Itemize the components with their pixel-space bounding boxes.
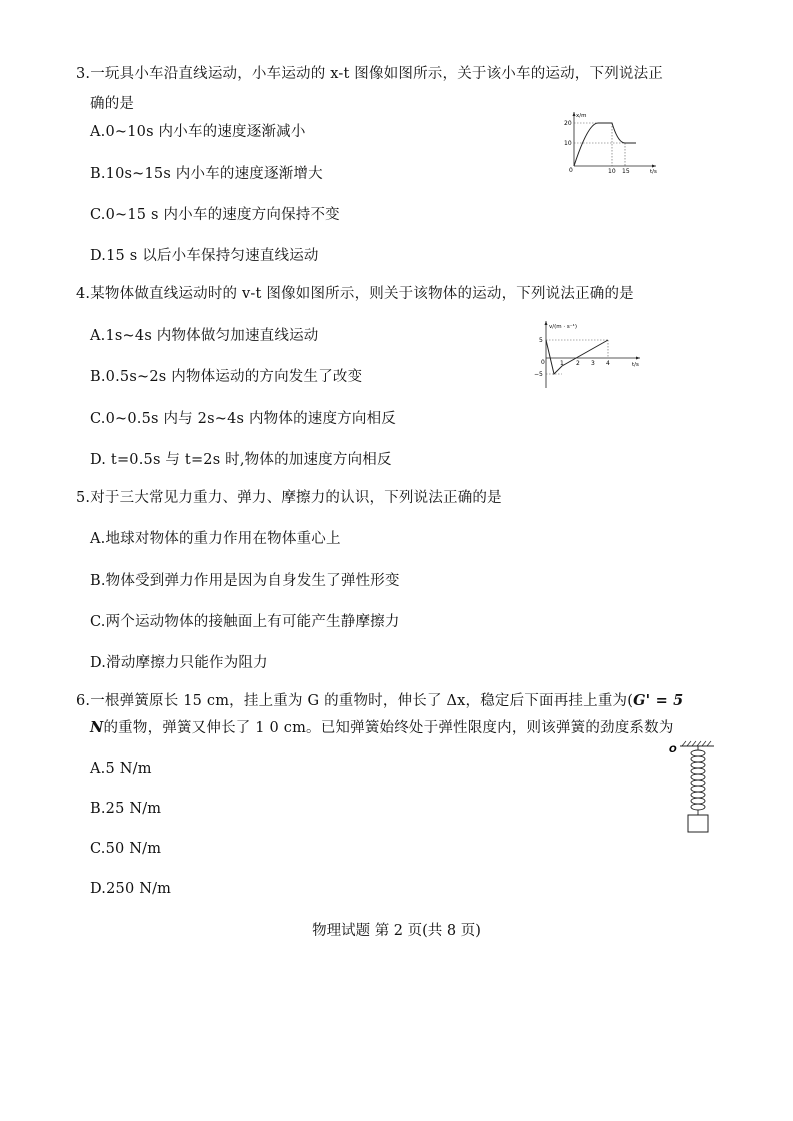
q6-stem-line1 [76, 691, 683, 711]
q3-graph-origin: 0 [569, 167, 573, 174]
q4-vt-graph [532, 318, 644, 390]
q4-graph-x-tick-3: 3 [591, 360, 595, 367]
q3-graph-x-tick-15: 15 [622, 168, 630, 175]
q4-graph-y-tick-5: 5 [539, 337, 543, 344]
q5-option-c: C.两个运动物体的接触面上有可能产生静摩擦力 [90, 614, 400, 630]
q3-option-d: D.15 s 以后小车保持匀速直线运动 [90, 248, 319, 264]
q6-spring-figure [668, 738, 718, 838]
q4-graph-x-label: t/s [632, 362, 639, 368]
q6-option-d: D.250 N/m [90, 881, 172, 897]
q6-option-c: C.50 N/m [90, 841, 162, 857]
q6-option-b: B.25 N/m [90, 801, 162, 817]
q4-graph-y-label: v/(m · s⁻¹) [549, 324, 577, 330]
q5-option-a: A.地球对物体的重力作用在物体重心上 [90, 531, 341, 547]
q4-stem: 4.某物体做直线运动时的 v-t 图像如图所示，则关于该物体的运动，下列说法正确的是 [76, 286, 634, 302]
q3-xt-graph [560, 108, 660, 176]
q4-graph-x-tick-4: 4 [606, 360, 610, 367]
q5-option-b: B.物体受到弹力作用是因为自身发生了弹性形变 [90, 573, 400, 589]
q3-graph-y-tick-10: 10 [564, 140, 572, 147]
q5-stem: 5.对于三大常见力重力、弹力、摩擦力的认识，下列说法正确的是 [76, 490, 502, 506]
q6-stem-line2 [90, 718, 674, 738]
q6-formula-g-prime: G' = 5 [633, 692, 684, 709]
q3-option-a: A.0~10s 内小车的速度逐渐减小 [90, 124, 306, 140]
q4-option-b: B.0.5s~2s 内物体运动的方向发生了改变 [90, 369, 363, 385]
q3-graph-x-tick-10: 10 [608, 168, 616, 175]
q3-stem-line1: 3.一玩具小车沿直线运动，小车运动的 x-t 图像如图所示，关于该小车的运动，下列说法正 [76, 66, 663, 82]
q4-graph-origin: 0 [541, 359, 545, 366]
q6-stem-line1-text: 6.一根弹簧原长 15 cm，挂上重为 G 的重物时，伸长了 Δx，稳定后下面再挂上重为( [76, 693, 634, 709]
q4-option-a: A.1s~4s 内物体做匀加速直线运动 [90, 328, 319, 344]
q4-graph-x-tick-1: 1 [560, 360, 564, 367]
q6-figure-label-o: O [669, 745, 677, 755]
q3-graph-y-label: x/m [576, 113, 587, 119]
q6-stem-line2-text: 的重物，弹簧又伸长了 1 0 cm。已知弹簧始终处于弹性限度内，则该弹簧的劲度系数为 [103, 720, 674, 736]
page-footer: 物理试题 第 2 页(共 8 页) [312, 923, 481, 939]
q4-graph-y-tick-neg5: −5 [534, 371, 543, 378]
q4-graph-x-tick-2: 2 [576, 360, 580, 367]
q6-option-a: A.5 N/m [90, 761, 152, 777]
q5-option-d: D.滑动摩擦力只能作为阻力 [90, 655, 268, 671]
q6-formula-unit: N [90, 719, 104, 736]
q3-option-b: B.10s~15s 内小车的速度逐渐增大 [90, 166, 323, 182]
q4-option-c: C.0~0.5s 内与 2s~4s 内物体的速度方向相反 [90, 411, 396, 427]
q3-stem-line2: 确的是 [90, 96, 135, 112]
q3-option-c: C.0~15 s 内小车的速度方向保持不变 [90, 207, 340, 223]
q4-option-d: D. t=0.5s 与 t=2s 时,物体的加速度方向相反 [90, 452, 392, 468]
q3-graph-y-tick-20: 20 [564, 120, 572, 127]
q3-graph-x-label: t/s [650, 169, 657, 175]
